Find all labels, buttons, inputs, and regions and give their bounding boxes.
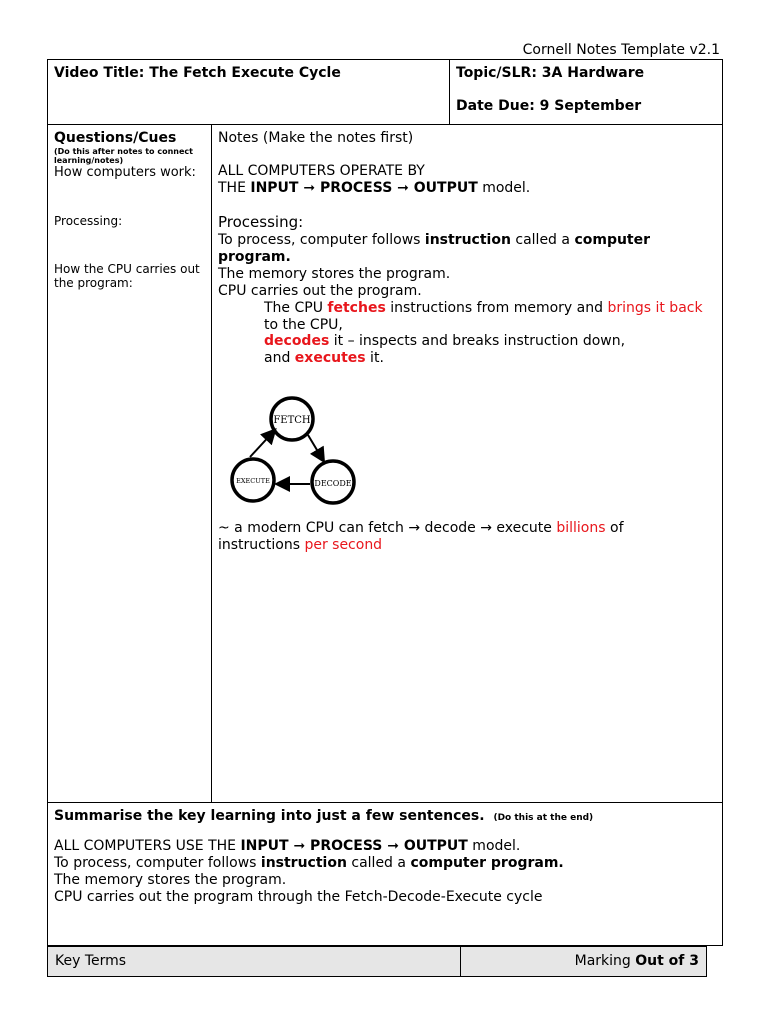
notes-line	[264, 350, 384, 367]
text-run: Marking	[574, 953, 636, 969]
notes-line	[264, 333, 625, 350]
text-run: called a	[510, 232, 575, 248]
text-run: model.	[467, 838, 521, 854]
marking-label	[575, 953, 699, 970]
summary-top-rule	[48, 802, 722, 803]
text-run-bold: computer program.	[410, 855, 564, 871]
notes-line: ALL COMPUTERS OPERATE BY	[218, 163, 425, 179]
notes-line: to the CPU,	[264, 317, 343, 333]
text-run: model.	[477, 180, 531, 196]
execute-label: EXECUTE	[236, 477, 270, 485]
summary-heading-row	[54, 808, 593, 827]
fetch-label: FETCH	[273, 415, 311, 426]
cue-item: Processing:	[54, 214, 123, 228]
notes-heading: Notes (Make the notes first)	[218, 130, 414, 146]
date-due: Date Due: 9 September	[456, 98, 642, 114]
decode-label: DECODE	[314, 479, 352, 488]
summary-hint: (Do this at the end)	[493, 813, 594, 823]
notes-line	[218, 537, 382, 554]
summary-line: CPU carries out the program through the Fetch-Decode-Execute cycle	[54, 889, 543, 905]
template-label: Cornell Notes Template v2.1	[522, 42, 720, 58]
text-run-red: brings it back	[607, 300, 703, 316]
summary-heading: Summarise the key learning into just a few sentences.	[54, 808, 485, 824]
text-run-red-bold: executes	[294, 350, 366, 366]
fetch-decode-execute-diagram	[222, 393, 362, 508]
text-run: ~ a modern CPU can fetch → decode → execute	[218, 520, 557, 536]
text-run: it – inspects and breaks instruction down,	[329, 333, 626, 349]
arrow-execute-to-fetch	[250, 431, 274, 457]
text-run: called a	[346, 855, 411, 871]
cue-item: How computers work:	[54, 165, 196, 180]
text-run: To process, computer follows	[218, 232, 425, 248]
summary-line	[54, 838, 520, 855]
text-run: it.	[365, 350, 384, 366]
text-run-red: per second	[304, 537, 383, 553]
footer-divider	[460, 947, 461, 976]
video-title: Video Title: The Fetch Execute Cycle	[54, 65, 341, 81]
cues-notes-divider	[211, 124, 212, 803]
header-divider	[449, 60, 450, 125]
notes-line	[264, 300, 703, 317]
key-terms-label: Key Terms	[55, 953, 127, 969]
cues-heading: Questions/Cues	[54, 130, 177, 146]
summary-line: The memory stores the program.	[54, 872, 287, 888]
text-run-bold: Out of 3	[635, 953, 699, 969]
notes-line	[218, 180, 530, 197]
text-run: and	[264, 350, 295, 366]
cue-item: How the CPU carries out the program:	[54, 262, 200, 290]
arrow-fetch-to-decode	[308, 435, 323, 460]
text-run-bold: instruction	[424, 232, 511, 248]
text-run-red: billions	[556, 520, 606, 536]
cues-hint: (Do this after notes to connect learning/notes)	[54, 147, 193, 165]
notes-line	[218, 232, 650, 249]
text-run: ALL COMPUTERS USE THE	[54, 838, 241, 854]
text-run-bold: INPUT ➞ PROCESS ➞ OUTPUT	[250, 180, 478, 196]
summary-line	[54, 855, 564, 872]
text-run: instructions	[218, 537, 305, 553]
notes-line: The memory stores the program.	[218, 266, 451, 282]
text-run-bold: INPUT ➞ PROCESS ➞ OUTPUT	[240, 838, 468, 854]
text-run-red-bold: decodes	[264, 333, 330, 349]
processing-heading: Processing:	[218, 213, 304, 231]
notes-line	[218, 520, 624, 537]
text-run-red-bold: fetches	[327, 300, 386, 316]
text-run: of	[605, 520, 624, 536]
text-run: To process, computer follows	[54, 855, 261, 871]
text-run-bold: computer	[574, 232, 651, 248]
text-run: The CPU	[264, 300, 328, 316]
notes-line: CPU carries out the program.	[218, 283, 422, 299]
footer-bar	[47, 946, 707, 977]
text-run-bold: instruction	[260, 855, 347, 871]
header-bottom-rule	[48, 124, 722, 125]
text-run: instructions from memory and	[385, 300, 608, 316]
topic-slr: Topic/SLR: 3A Hardware	[456, 65, 645, 81]
notes-line: program.	[218, 249, 291, 265]
text-run: THE	[218, 180, 251, 196]
